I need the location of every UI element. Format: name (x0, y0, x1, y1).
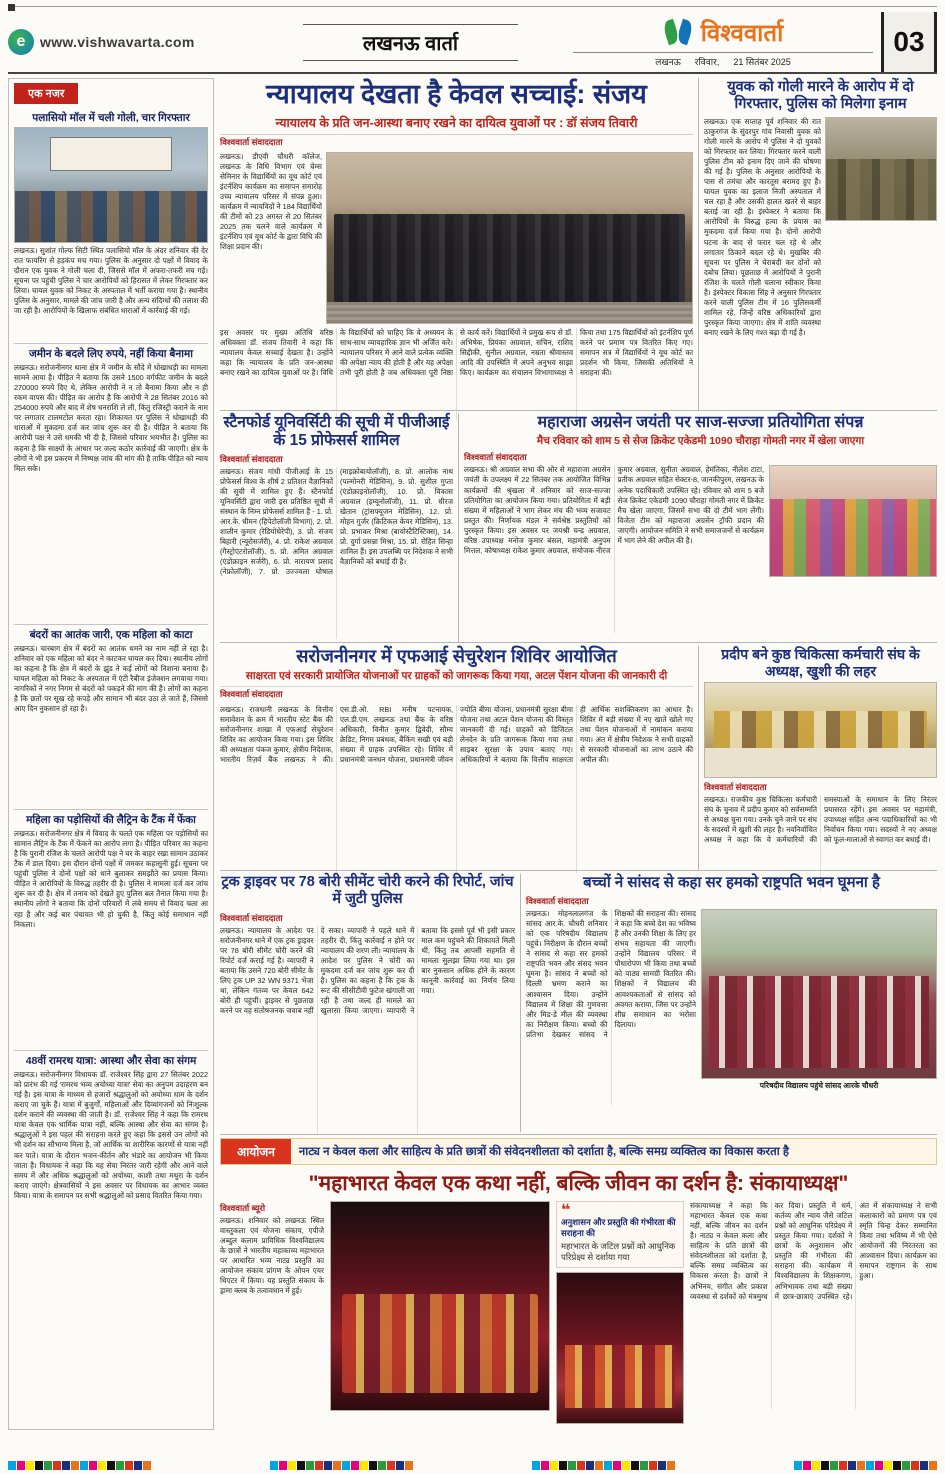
stanford-headline: स्टैनफोर्ड यूनिवर्सिटी की सूची में पीजीआई के 15 प्रोफेसर्स शामिल (223, 414, 450, 449)
article-shooting-arrests (698, 78, 937, 410)
page-content (8, 78, 937, 1430)
page-number: 03 (893, 26, 925, 57)
event-banner-text: नाट्य न केवल कला और साहित्य के प्रति छात्रों की संवेदनशीलता को दर्शाता है, बल्कि समग्र व्यक्तित्व का विकास करता है (298, 1146, 789, 1158)
children-photo-caption: परिषदीय विद्यालय पहुंचे सांसद आरके चौधरी (759, 1081, 879, 1090)
theatre-photo-secondary (556, 1272, 684, 1424)
agrasen-subhead: मैच रविवार को शाम 5 से सेज क्रिकेट एकेडमी 1090 चौराहा गोमती नगर में खेला जाएगा (536, 435, 865, 448)
row-1 (220, 78, 937, 410)
shooting-headline: युवक को गोली मारने के आरोप में दो गिरफ्तार, पुलिस को मिलेगा इनाम (727, 79, 914, 113)
registration-square (8, 4, 15, 11)
mall-firing-photo (14, 127, 208, 243)
photo-actors (565, 1345, 676, 1408)
row-3 (220, 642, 937, 870)
photo-crowd (334, 214, 684, 302)
ficamp-subhead: साक्षरता एवं सरकारी प्रायोजित योजनाओं पर ग्राहकों को जागरूक किया गया, अटल पेंशन योजना की जानकारी दी (220, 667, 693, 687)
brand-row (573, 16, 873, 49)
shooting-body-text: लखनऊ। एक सप्ताह पूर्व शनिवार की रात ठाकुरगंज के सुंदरपुर गांव निवासी युवक को गोली मारने के आरोप में पुलिस ने दो युवकों को गिरफ्तार कर लिया। गिरफ्तार करने वाली पुलिस टीम को इनाम दिए जाने की घोषणा की गई है। पुलिस के अनुसार आरोपियों के पास से तमंचा और कारतूस बरामद हुए हैं। घायल युवक का इलाज निजी अस्पताल में चल रहा है और उसकी हालत खतरे से बाहर बताई जा रही है। इंस्पेक्टर ने बताया कि आरोपियों के विरुद्ध हत्या के प्रयास का मुकदमा दर्ज किया गया है। दोनों आरोपी घटना के बाद से फरार चल रहे थे और लगातार ठिकाने बदल रहे थे। मुखबिर की सूचना पर पुलिस ने घेराबंदी कर दोनों को दबोच लिया। पूछताछ में आरोपियों ने पुरानी रंजिश के चलते गोली चलाना स्वीकार किया है। इंस्पेक्टर विकास सिंह ने अनुसार गिरफ्तार करने वाली पुलिस टीम में 16 पुलिसकर्मी शामिल रहे, जिन्हें वरिष्ठ अधिकारियों द्वारा पुरस्कृत किया जाएगा। क्षेत्र में शांति व्यवस्था बनाए रखने के लिए गश्त बढ़ा दी गई है। (704, 116, 821, 338)
photo-women-group (770, 499, 936, 576)
photo-people (15, 191, 207, 242)
stanford-byline: विश्ववार्ता संवाददाता (220, 453, 283, 464)
cmyk-bar-center-left (270, 1461, 413, 1470)
brief-body: लखनऊ। सरोजनीनगर थाना क्षेत्र में जमीन के सौदे में धोखाधड़ी का मामला सामने आया है। पीड़ित ने बताया कि उसने 1500 वर्गफीट जमीन के बदले 270000 रुपये दिए थे, लेकिन आरोपी ने न तो बैनामा किया और न ही रकम वापस की। पीड़ित का आरोप है कि आरोपी ने 28 सितंबर 2016 को 254000 रुपये और बाद में शेष धनराशि ले ली, किंतु रजिस्ट्री कराने के नाम पर लगातार टालमटोल करता रहा। शिकायत पर पुलिस ने धोखाधड़ी की धाराओं में मुकदमा दर्ज कर जांच शुरू कर दी है। पीड़ित ने बताया कि आरोपी पक्ष ने उसे धमकी भी दी है, जिससे परिवार भयभीत है। पुलिस का कहना है कि साक्ष्यों के आधार पर जल्द कठोर कार्रवाई की जाएगी। क्षेत्र के लोगों ने भी इस प्रकरण में निष्पक्ष जांच की मांग की है ताकि पीड़ित को न्याय मिल सके। (14, 363, 208, 473)
police-arrest-photo (825, 117, 937, 221)
ficamp-byline: विश्ववार्ता संवाददाता (220, 688, 283, 699)
brief-article-latrine-dispute (14, 809, 208, 1047)
page-number-box (881, 12, 937, 72)
cmyk-bar-center-right (532, 1461, 675, 1470)
ek-nazar-label: एक नजर (14, 83, 78, 104)
article-stanford-list (220, 414, 458, 642)
photo-children (709, 976, 929, 1068)
ficamp-body-text: लखनऊ। राजधानी लखनऊ के वित्तीय समावेशन के क्रम में भारतीय स्टेट बैंक की सरोजनीनगर शाखा में एफआई सेचुरेशन शिविर का आयोजन किया गया। इस शिविर की अध्यक्षता पंकज कुमार, क्षेत्रीय निदेशक, भारतीय रिज़र्व बैंक लखनऊ ने की। एस.डी.ओ. RBI मनीष पटनायक, एल.डी.एम. लखनऊ तथा बैंक के वरिष्ठ अधिकारी, विनीत कुमार द्विवेदी, सौम्य क्रेडिट, निगम प्रबंधक, बैंकिंग सखी एवं बड़ी संख्या में ग्राहक उपस्थित रहे। शिविर में प्रधानमंत्री जनधन योजना, प्रधानमंत्री जीवन ज्योति बीमा योजना, प्रधानमंत्री सुरक्षा बीमा योजना तथा अटल पेंशन योजना की विस्तृत जानकारी दी गई। ग्राहकों को डिजिटल लेनदेन के प्रति जागरूक किया गया तथा साइबर सुरक्षा के उपाय बताए गए। अधिकारियों ने बताया कि वित्तीय साक्षरता ही आर्थिक सशक्तिकरण का आधार है। शिविर में बड़ी संख्या में नए खाते खोले गए तथा पेंशन योजनाओं में नामांकन कराया गया। अंत में क्षेत्रीय निदेशक ने सभी ग्राहकों से सरकारी योजनाओं का लाभ उठाने की अपील की। (220, 704, 693, 764)
event-grid (220, 1201, 937, 1424)
row-4 (220, 870, 937, 1132)
row-2 (220, 410, 937, 642)
masthead (8, 12, 937, 74)
section-title: लखनऊ वार्ता (303, 24, 518, 61)
dateline-row (573, 52, 873, 68)
truck-body-text: लखनऊ। न्यायालय के आदेश पर सरोजनीनगर थाने में एक ट्रक ड्राइवर पर 78 बोरी सीमेंट चोरी करने की रिपोर्ट दर्ज कराई गई है। व्यापारी ने बताया कि उसने 720 बोरी सीमेंट के लिए ट्रक UP 32 WN 9371 भेजा था, लेकिन गंतव्य पर केवल 642 बोरी ही पहुंचीं। ड्राइवर से पूछताछ करने पर वह संतोषजनक जवाब नहीं दे सका। व्यापारी ने पहले थाने में तहरीर दी, किंतु कार्रवाई न होने पर न्यायालय की शरण ली। न्यायालय के आदेश पर पुलिस ने चोरी का मुकदमा दर्ज कर जांच शुरू कर दी है। पुलिस का कहना है कि ट्रक के रूट की सीसीटीवी फुटेज खंगाली जा रही है तथा जल्द ही मामले का खुलासा किया जाएगा। व्यापारी ने बताया कि इससे पूर्व भी इसी प्रकार माल कम पहुंचने की शिकायतें मिली थीं, किंतु तब आपसी सहमति से मामला सुलझा लिया गया था। इस बार नुकसान अधिक होने के कारण कानूनी कार्रवाई का निर्णय लिया गया। (220, 925, 515, 1016)
children-photo-block (701, 909, 937, 1105)
brief-body: लखनऊ। सुशांत गोल्फ सिटी स्थित पलासियो मॉल के अंदर शनिवार की देर रात फायरिंग से हड़कंप मच गया। पुलिस के अनुसार दो पक्षों में विवाद के दौरान एक युवक ने गोली चला दी, जिससे मॉल में अफरा-तफरी मच गई। सूचना पर पहुंची पुलिस ने चार आरोपियों को हिरासत में लेकर गिरफ्तार कर लिया। घायल युवक को निकट के अस्पताल में भर्ती कराया गया है। स्थानीय पुलिस के अनुसार, मामले की जांच जारी है और अन्य संदिग्धों की तलाश की जा रही है। आरोपियों के खिलाफ संबंधित धाराओं में कार्रवाई की गई। (14, 246, 208, 316)
brief-article-ramrath-yatra (14, 1050, 208, 1400)
brief-headline: 48वीं रामरथ यात्रा: आस्था और सेवा का संगम (25, 1055, 197, 1067)
event-body-text: संकायाध्यक्ष ने कहा कि महाभारत केवल एक कथा नहीं, बल्कि जीवन का दर्शन है। नाट्य न केवल कला और साहित्य के प्रति छात्रों की संवेदनशीलता को दर्शाता है, बल्कि समग्र व्यक्तित्व का विकास करता है। छात्रों ने अभिनय, संगीत और प्रकाश व्यवस्था से दर्शकों को मंत्रमुग्ध कर दिया। प्रस्तुति में धर्म, कर्तव्य और न्याय जैसे जटिल प्रश्नों को आधुनिक परिप्रेक्ष्य में प्रस्तुत किया गया। दर्शकों ने छात्रों के अनुशासन और प्रस्तुति की गंभीरता की सराहना की। कार्यक्रम में विश्वविद्यालय के शिक्षकगण, अभिभावक तथा बड़ी संख्या में छात्र-छात्राएं उपस्थित रहे। अंत में संकायाध्यक्ष ने सभी कलाकारों को प्रमाण पत्र एवं स्मृति चिन्ह देकर सम्मानित किया तथा भविष्य में भी ऐसे आयोजनों की निरंतरता का आश्वासन दिया। कार्यक्रम का समापन राष्ट्रगान के साथ हुआ। (690, 1201, 937, 1301)
print-registration-bars (8, 1461, 937, 1470)
edition-date: 21 सितंबर 2025 (733, 57, 791, 67)
event-col-body (690, 1201, 937, 1424)
event-col-intro (220, 1201, 324, 1424)
website-url[interactable]: www.vishwavarta.com (40, 34, 195, 50)
children-byline: विश्ववार्ता संवाददाता (526, 896, 589, 906)
agrasen-women-photo (769, 465, 937, 577)
photo-members (714, 711, 927, 750)
main-area (214, 78, 937, 1430)
pull-quote-lead: अनुशासन और प्रस्तुति की गंभीरता की सराहना की (561, 1217, 676, 1238)
pull-quote (556, 1201, 684, 1268)
brief-headline: जमीन के बदले लिए रुपये, नहीं किया बैनामा (29, 348, 193, 360)
truck-byline: विश्ववार्ता संवाददाता (220, 912, 283, 923)
photo-table (705, 748, 936, 776)
brief-headline: महिला का पड़ोसियों की लैट्रिन के टैंक में फेंका (26, 814, 196, 826)
event-intro-text: लखनऊ। शनिवार को लखनऊ स्थित वास्तुकला एवं योजना संकाय, एपीजे अब्दुल कलाम प्राविधिक विश्वविद्यालय के छात्रों ने भारतीय महाकाव्य महाभारत पर आधारित भव्य नाट्य प्रस्तुति का आयोजन संकाय प्रांगण के ओपन एयर थिएटर में किया। यह प्रस्तुति संकाय के ड्रामा क्लब के तत्वावधान में हुई। (220, 1216, 324, 1296)
brief-article-land-fraud (14, 343, 208, 621)
union-meeting-photo (704, 682, 937, 778)
event-tag: आयोजन (221, 1139, 291, 1164)
theatre-photo-main (330, 1201, 550, 1411)
photo-steps (327, 302, 692, 322)
brief-body: लखनऊ। चारबाग क्षेत्र में बंदरों का आतंक थमने का नाम नहीं ले रहा है। शनिवार को एक महिला को बंदर ने काटकर घायल कर दिया। स्थानीय लोगों का कहना है कि क्षेत्र में बंदरों के झुंड ने कई लोगों को निशाना बनाया है। घायल महिला को निकट के अस्पताल में एंटी रैबीज इंजेक्शन लगवाया गया। नागरिकों ने नगर निगम से बंदरों को पकड़ने की मांग की है। लोगों का कहना है कि छतों पर सूख रहे कपड़े और सामान भी बंदर उठा ले जाते हैं, जिससे आए दिन नुकसान हो रहा है। (14, 644, 208, 714)
cmyk-bar-left (8, 1461, 151, 1470)
pull-quote-text: महाभारत के जटिल प्रश्नों को आधुनिक परिप्रेक्ष्य से दर्शाया गया (561, 1241, 676, 1262)
quote-mark-icon: ❝ (561, 1202, 571, 1219)
school-visit-photo (701, 909, 937, 1079)
event-banner (220, 1138, 937, 1165)
lead-byline: विश्ववार्ता संवाददाता (220, 136, 283, 147)
lead-middle (220, 152, 693, 324)
lead-body-text: इस अवसर पर मुख्य अतिथि वरिष्ठ अधिवक्ता डॉ. संजय तिवारी ने कहा कि न्यायालय केवल सच्चाई देखता है। उन्होंने कहा कि न्यायालय के प्रति जन-आस्था बनाए रखने का दायित्व युवाओं पर है। विधि के विद्यार्थियों को चाहिए कि वे अध्ययन के साथ-साथ व्यावहारिक ज्ञान भी अर्जित करें। न्यायालय परिसर में आने वाले प्रत्येक व्यक्ति की अपेक्षा न्याय की होती है और यह अपेक्षा तभी पूरी होती है जब अधिवक्ता पूरी निष्ठा से कार्य करें। विद्यार्थियों ने प्रमुख रूप से डॉ. अभिषेक, प्रियंका अग्रवाल, सचिन, राशिद सिद्दीकी, सुनील अग्रवाल, नम्रता श्रीवास्तव आदि की उपस्थिति में अपने अनुभव साझा किए। कार्यक्रम का संचालन विभागाध्यक्ष ने किया तथा 175 विद्यार्थियों को इंटर्नशिप पूर्ण करने पर प्रमाण पत्र वितरित किए गए। समापन सत्र में विद्यार्थियों ने यूथ कोर्ट का प्रदर्शन भी किया, जिसकी अतिथियों ने सराहना की। (220, 327, 693, 377)
article-pradeep-union (698, 646, 937, 870)
masthead-left (8, 12, 248, 72)
event-headline: "महाभारत केवल एक कथा नहीं, बल्कि जीवन का दर्शन है: संकायाध्यक्ष" (308, 1172, 849, 1195)
edition-city: लखनऊ (655, 57, 681, 67)
masthead-right (573, 12, 873, 72)
vishwavarta-logo-icon (663, 18, 693, 48)
pradeep-body-text: लखनऊ। राजकीय कुष्ठ चिकित्सा कर्मचारी संघ के चुनाव में प्रदीप कुमार को सर्वसम्मति से अध्यक्ष चुना गया। उनके चुने जाने पर संघ के सदस्यों में खुशी की लहर है। नवनिर्वाचित अध्यक्ष ने कहा कि वे कर्मचारियों की समस्याओं के समाधान के लिए निरंतर प्रयासरत रहेंगे। इस अवसर पर महामंत्री, उपाध्यक्ष सहित अन्य पदाधिकारियों का भी निर्वाचन किया गया। सदस्यों ने नए अध्यक्ष को फूल-मालाओं से स्वागत कर बधाई दी। (704, 794, 937, 844)
agrasen-body-text: लखनऊ। श्री अग्रवाल सभा की ओर से महाराजा अग्रसेन जयंती के उपलक्ष्य में 22 सितंबर तक आयोजित विभिन्न कार्यक्रमों की श्रृंखला में शनिवार को साज-सज्जा प्रतियोगिता का आयोजन किया गया। प्रतियोगिता में बड़ी संख्या में महिलाओं ने भाग लेकर मंच की भव्य सजावट प्रस्तुत की। निर्णायक मंडल ने सर्वश्रेष्ठ प्रस्तुतियों को पुरस्कृत किया। इस अवसर पर जयश्री चन्द्र अग्रवाल, वरिष्ठ उपाध्यक्ष मनोज कुमार बंसल, महामंत्री अनुपम मित्तल, कोषाध्यक्ष राकेश कुमार अग्रवाल, संयोजक नीरज कुमार अग्रवाल, सुनीता अग्रवाल, हेमंतिका, नीलेश टाटा, प्रतीक अग्रवाल सहित सेक्टर-8, जानकीपुरम, लखनऊ के अनेक पदाधिकारी उपस्थित रहे। रविवार को शाम 5 बजे सेज क्रिकेट एकेडमी 1090 चौराहा गोमती नगर में क्रिकेट मैच खेला जाएगा, जिसमें सभा की दो टीमें भाग लेंगी। विजेता टीम को महाराजा अग्रसेन ट्रॉफी प्रदान की जाएगी। आयोजन समिति ने सभी समाजजनों से कार्यक्रम में भाग लेने की अपील की है। (464, 465, 764, 555)
stanford-body-text: लखनऊ। संजय गांधी पीजीआई के 15 प्रोफेसर्स विश्व के शीर्ष 2 प्रतिशत वैज्ञानिकों की सूची में शामिल हुए हैं। स्टैनफोर्ड यूनिवर्सिटी द्वारा जारी इस प्रतिष्ठित सूची में संस्थान के निम्न प्रोफेसर्स शामिल हैं - 1. प्रो. आर.के. धीमन (हिपेटोलॉजी विभाग), 2. प्रो. शालीन कुमार (रेडियोथेरेपी), 3. प्रो. संजय बिहारी (न्यूरोसर्जरी), 4. प्रो. राकेश अग्रवाल (गैस्ट्रोएंटरोलॉजी), 5. प्रो. अमित अग्रवाल (एंडोक्राइन सर्जरी), 6. प्रो. नारायण प्रसाद (नेफ्रोलॉजी), 7. प्रो. उज्ज्वला घोषाल (माइक्रोबायोलॉजी), 8. प्रो. आलोक नाथ (पल्मोनरी मेडिसिन), 9. प्रो. सुशील गुप्ता (एंडोक्राइनोलॉजी), 10. प्रो. विकास अग्रवाल (इम्यूनोलॉजी), 11. प्रो. धीरज खेतान (ट्रांसफ्यूजन मेडिसिन), 12. प्रो. मोहन गुर्जर (क्रिटिकल केयर मेडिसिन), 13. प्रो. प्रभाकर मिश्रा (बायोस्टैटिस्टिक्स), 14. प्रो. दुर्गा प्रसन्ना मिश्रा, 15. प्रो. रोहित सिन्हा शामिल हैं। इस उपलब्धि पर निदेशक ने सभी वैज्ञानिकों को बधाई दी है। (220, 466, 453, 577)
brief-headline: पलासियो मॉल में चली गोली, चार गिरफ्तार (32, 112, 190, 124)
cmyk-bar-right (794, 1461, 937, 1470)
brief-headline: बंदरों का आतंक जारी, एक महिला को काटा (29, 629, 193, 641)
left-briefs-column (8, 78, 214, 1430)
photo-signboard (50, 137, 173, 171)
agrasen-headline: महाराजा अग्रसेन जयंती पर साज-सज्जा प्रतियोगिता संपन्न (537, 414, 864, 431)
children-body-text: लखनऊ। मोहनलालगंज के सांसद आर.के. चौधरी शनिवार को एक परिषदीय विद्यालय पहुंचे। निरीक्षण के दौरान बच्चों ने सांसद से कहा सर हमको राष्ट्रपति भवन और संसद भवन घूमना है। सांसद ने बच्चों को दिल्ली भ्रमण कराने का आश्वासन दिया। उन्होंने विद्यालय में शिक्षा की गुणवत्ता और मिड-डे मील की व्यवस्था का निरीक्षण किया। बच्चों की प्रतिभा देखकर सांसद ने शिक्षकों की सराहना की। सांसद ने कहा कि बच्चे देश का भविष्य हैं और उनकी शिक्षा के लिए हर संभव सहायता की जाएगी। उन्होंने विद्यालय परिसर में पौधारोपण भी किया तथा बच्चों को पाठ्य सामग्री वितरित की। शिक्षकों ने विद्यालय की आवश्यकताओं से सांसद को अवगत कराया, जिस पर उन्होंने शीघ्र समाधान का भरोसा दिलाया। (526, 909, 696, 1039)
article-agrasen-jayanti (458, 414, 937, 642)
lead-article-court (220, 78, 698, 410)
children-middle (526, 909, 937, 1105)
edition-day: रविवार, (694, 57, 720, 67)
article-fi-camp (220, 646, 698, 870)
brief-body: लखनऊ। सरोजनीनगर क्षेत्र में विवाद के चलते एक महिला पर पड़ोसियों का सामान लैट्रिन के टैंक में फेंकने का आरोप लगा है। पीड़ित परिवार का कहना है कि पुरानी रंजिश के चलते आरोपी पक्ष ने घर के बाहर रखा सामान उठाकर टैंक में डाल दिया। इस दौरान दोनों पक्षों में जमकर कहासुनी हुई। सूचना पर पहुंची पुलिस ने दोनों पक्षों को थाने बुलाकर समझौते का प्रयास किया। पीड़ित ने आरोपियों के विरुद्ध तहरीर दी है। पुलिस ने मामला दर्ज कर जांच शुरू कर दी है। क्षेत्र में तनाव को देखते हुए पुलिस बल तैनात किया गया है। स्थानीय लोगों ने बताया कि दोनों परिवारों में लंबे समय से विवाद चला आ रहा है और कई बार पंचायत भी हो चुकी है, किंतु कोई समाधान नहीं निकला। (14, 829, 208, 929)
brief-article-mall-firing (14, 108, 208, 340)
article-cement-theft (220, 874, 520, 1132)
article-children-mp (520, 874, 937, 1132)
court-group-photo (326, 152, 693, 324)
photo-actors (342, 1294, 538, 1394)
pradeep-byline: विश्ववार्ता संवाददाता (704, 781, 767, 792)
lead-headline: न्यायालय देखता है केवल सच्चाई: संजय (266, 79, 647, 109)
event-section (220, 1134, 937, 1426)
children-text-col (526, 909, 696, 1105)
top-rule (8, 6, 937, 12)
photo-police (826, 159, 936, 220)
pradeep-headline: प्रदीप बने कुष्ठ चिकित्सा कर्मचारी संघ के अध्यक्ष, खुशी की लहर (721, 646, 920, 679)
brief-article-monkey-menace (14, 624, 208, 806)
brief-body: लखनऊ। सरोजनीनगर विधायक डॉ. राजेश्वर सिंह द्वारा 27 सितंबर 2022 को प्रारंभ की गई 'रामरथ भव्य अयोध्या यात्रा' सेवा का अनुपम उदाहरण बन गई है। इस यात्रा के माध्यम से हजारों श्रद्धालुओं को अयोध्या धाम के दर्शन कराए जा चुके हैं। यात्रा में बुजुर्गों, महिलाओं और दिव्यांगजनों को निःशुल्क दर्शन कराने की व्यवस्था की जाती है। डॉ. राजेश्वर सिंह ने कहा कि रामरथ यात्रा केवल एक धार्मिक यात्रा नहीं, बल्कि आस्था और सेवा का संगम है। श्रद्धालुओं ने इस पहल की सराहना करते हुए कहा कि इससे उन लोगों को भी दर्शन का सौभाग्य मिला है, जो आर्थिक या शारीरिक कारणों से यात्रा नहीं कर पाते। यात्रा के दौरान भजन-कीर्तन और भंडारे का आयोजन भी किया जाता है। विधायक ने कहा कि यह सेवा निरंतर जारी रहेगी और आने वाले समय में और अधिक श्रद्धालुओं को अयोध्या, काशी तथा मथुरा के दर्शन कराए जाएंगे। क्षेत्रवासियों ने इस अवसर पर विधायक का आभार व्यक्त किया। यात्रा के समापन पर सभी श्रद्धालुओं को प्रसाद वितरित किया गया। (14, 1070, 208, 1200)
event-col-quote (556, 1201, 684, 1424)
ficamp-headline: सरोजनीनगर में एफआई सेचुरेशन शिविर आयोजित (296, 646, 617, 666)
brand-name: विश्ववार्ता (700, 20, 784, 47)
truck-headline: ट्रक ड्राइवर पर 78 बोरी सीमेंट चोरी करने की रिपोर्ट, जांच में जुटी पुलिस (221, 874, 514, 908)
agrasen-byline: विश्ववार्ता संवाददाता (464, 452, 527, 463)
epaper-logo-icon: e (8, 29, 34, 55)
event-byline: विश्ववार्ता ब्यूरो (220, 1203, 266, 1213)
lead-subhead: न्यायालय के प्रति जन-आस्था बनाए रखने का दायित्व युवाओं पर : डॉ संजय तिवारी (220, 112, 693, 135)
masthead-center (248, 12, 573, 72)
children-headline: बच्चों ने सांसद से कहा सर हमको राष्ट्रपति भवन घूमना है (583, 874, 880, 891)
lead-intro-text: लखनऊ। डीएवी चौधरी कॉलेज, लखनऊ के विधि विभाग एवं चेम्स सेमिनार के विद्यार्थियों का यूथ कोर्ट एवं इंटर्नशिप कार्यक्रम का समापन समारोह उच्च न्यायालय परिसर में संपन्न हुआ। कार्यक्रम में न्यायविदों ने 184 विद्यार्थियों की टीमों को 23 अगस्त से 20 सितंबर 2025 तक चलने वाले कार्यक्रम में इंटर्नशिप एवं यूथ कोर्ट के द्वारा विधि की शिक्षा प्रदान की। (220, 151, 322, 252)
